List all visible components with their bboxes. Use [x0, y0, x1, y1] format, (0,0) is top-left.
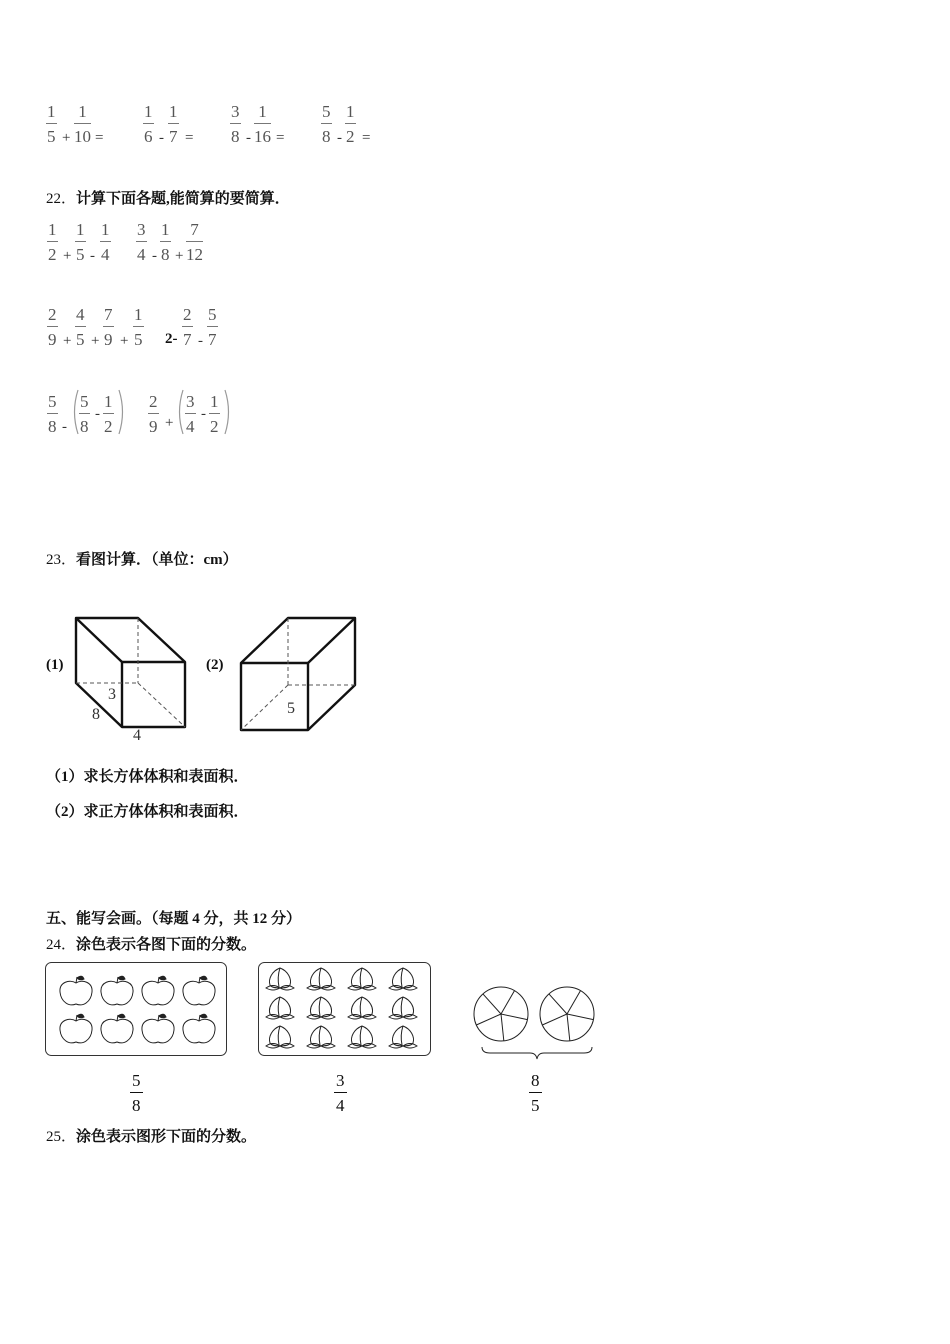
fraction	[230, 103, 241, 145]
fraction	[160, 221, 171, 263]
denominator: 8	[322, 127, 331, 146]
question-24-heading	[46, 933, 256, 954]
denominator: 9	[48, 330, 57, 349]
section-title: 五、能写会画。（每题 4 分，共 12 分）	[46, 911, 302, 927]
fraction	[186, 221, 203, 263]
apples-box	[45, 962, 228, 1057]
numerator: 5	[321, 103, 332, 124]
fraction	[182, 306, 193, 348]
question-23-heading	[46, 548, 238, 569]
question-text: 涂色表示图形下面的分数。	[76, 1129, 257, 1145]
peach-icon	[389, 968, 417, 990]
apple-icon	[60, 976, 92, 1005]
denominator: 4	[186, 417, 195, 436]
numerator: 1	[143, 103, 154, 124]
sub-question-1: （1）求长方体体积和表面积．	[46, 769, 249, 785]
denominator: 7	[183, 330, 192, 349]
apple-icon	[60, 1014, 92, 1043]
fraction	[47, 393, 58, 435]
peach-icon	[307, 968, 335, 990]
fraction	[185, 393, 196, 435]
fraction	[345, 103, 356, 145]
operator: -	[246, 130, 251, 146]
numerator: 3	[334, 1072, 347, 1093]
figure-2-label: (2)	[206, 657, 224, 673]
equals-sign: =	[362, 130, 371, 146]
denominator: 5	[531, 1096, 540, 1115]
denominator: 6	[144, 127, 153, 146]
cuboid-figure	[60, 610, 200, 745]
numerator: 5	[47, 393, 58, 414]
apple-icon	[183, 1014, 215, 1043]
denominator: 8	[231, 127, 240, 146]
peach-icon	[389, 1026, 417, 1048]
length-label: 4	[133, 727, 141, 744]
numerator: 5	[130, 1072, 143, 1093]
fraction	[100, 221, 111, 263]
denominator: 5	[134, 330, 143, 349]
numerator: 1	[345, 103, 356, 124]
fraction	[46, 103, 57, 145]
peach-icon	[266, 968, 294, 990]
denominator: 2	[104, 417, 113, 436]
fraction	[321, 103, 332, 145]
fraction	[103, 306, 114, 348]
numerator: 1	[46, 103, 57, 124]
question-number: 24．	[46, 937, 77, 953]
numerator: 7	[186, 221, 203, 242]
denominator: 5	[47, 127, 56, 146]
equals-sign: =	[276, 130, 285, 146]
denominator: 9	[149, 417, 158, 436]
denominator: 8	[48, 417, 57, 436]
denominator: 8	[161, 245, 170, 264]
equals-sign: =	[95, 130, 104, 146]
operator: -	[62, 419, 67, 435]
fraction	[79, 393, 90, 435]
figure-1-label: (1)	[46, 657, 64, 673]
denominator: 4	[137, 245, 146, 264]
fraction-8-5	[529, 1072, 542, 1114]
numerator: 4	[75, 306, 86, 327]
denominator: 8	[132, 1096, 141, 1115]
fraction	[75, 221, 86, 263]
fraction	[74, 103, 91, 145]
question-22-heading	[46, 187, 290, 208]
numerator: 2	[47, 306, 58, 327]
operator: +	[91, 333, 100, 349]
peach-icon	[348, 968, 376, 990]
operator: -	[152, 248, 157, 264]
left-parenthesis	[175, 388, 185, 436]
denominator: 2	[346, 127, 355, 146]
operator: -	[198, 333, 203, 349]
operator: -	[95, 406, 100, 422]
denominator: 10	[74, 127, 91, 146]
operator: +	[63, 333, 72, 349]
numerator: 1	[254, 103, 271, 124]
peach-icon	[266, 1026, 294, 1048]
apple-icon	[183, 976, 215, 1005]
fraction	[47, 306, 58, 348]
denominator: 7	[169, 127, 178, 146]
pie-circle	[474, 987, 528, 1041]
numerator: 2	[148, 393, 159, 414]
peach-icon	[307, 997, 335, 1019]
height-label: 3	[108, 686, 116, 703]
denominator: 2	[210, 417, 219, 436]
fraction	[133, 306, 144, 348]
right-parenthesis	[223, 388, 233, 436]
denominator: 5	[76, 245, 85, 264]
numerator: 7	[103, 306, 114, 327]
apple-icon	[101, 976, 133, 1005]
peaches-box	[258, 962, 432, 1057]
numerator: 1	[103, 393, 114, 414]
pie-circle	[540, 987, 594, 1041]
fraction	[207, 306, 218, 348]
fraction	[168, 103, 179, 145]
numerator: 1	[133, 306, 144, 327]
equals-sign: =	[185, 130, 194, 146]
numerator: 1	[168, 103, 179, 124]
question-text: 计算下面各题,能简算的要简算．	[76, 191, 290, 207]
denominator: 16	[254, 127, 271, 146]
denominator: 9	[104, 330, 113, 349]
operator: -	[201, 406, 206, 422]
numerator: 1	[100, 221, 111, 242]
numerator: 5	[79, 393, 90, 414]
operator: +	[165, 415, 174, 431]
question-text: 涂色表示各图下面的分数。	[76, 937, 257, 953]
numerator: 1	[160, 221, 171, 242]
numerator: 3	[230, 103, 241, 124]
brace	[482, 1047, 592, 1059]
edge-label: 5	[287, 700, 295, 717]
sub-question-2: （2）求正方体体积和表面积．	[46, 804, 249, 820]
question-25-heading	[46, 1125, 256, 1146]
numerator: 1	[74, 103, 91, 124]
fraction	[148, 393, 159, 435]
operator: -	[337, 130, 342, 146]
pie-circles	[470, 985, 600, 1060]
peach-icon	[307, 1026, 335, 1048]
right-parenthesis	[117, 388, 127, 436]
question-text: 看图计算．（单位：cm）	[76, 552, 238, 568]
width-label: 8	[92, 706, 100, 723]
denominator: 7	[208, 330, 217, 349]
peach-icon	[389, 997, 417, 1019]
peach-icon	[348, 1026, 376, 1048]
denominator: 4	[101, 245, 110, 264]
question-number: 22．	[46, 191, 77, 207]
fraction	[209, 393, 220, 435]
numerator: 5	[207, 306, 218, 327]
fraction	[103, 393, 114, 435]
numerator: 3	[185, 393, 196, 414]
operator: +	[175, 248, 184, 264]
numerator: 8	[529, 1072, 542, 1093]
fraction	[143, 103, 154, 145]
numerator: 1	[209, 393, 220, 414]
peach-icon	[348, 997, 376, 1019]
numerator: 3	[136, 221, 147, 242]
apple-icon	[142, 976, 174, 1005]
cube-figure	[230, 610, 370, 740]
operator: +	[63, 248, 72, 264]
fraction	[47, 221, 58, 263]
numerator: 2	[182, 306, 193, 327]
numerator: 1	[47, 221, 58, 242]
operator: +	[120, 333, 129, 349]
denominator: 8	[80, 417, 89, 436]
fraction	[254, 103, 271, 145]
denominator: 12	[186, 245, 203, 264]
numerator: 1	[75, 221, 86, 242]
denominator: 5	[76, 330, 85, 349]
operator: -	[159, 130, 164, 146]
peach-icon	[266, 997, 294, 1019]
operator: -	[90, 248, 95, 264]
fraction-3-4	[334, 1072, 347, 1114]
fraction	[136, 221, 147, 263]
fraction	[75, 306, 86, 348]
denominator: 4	[336, 1096, 345, 1115]
apple-icon	[142, 1014, 174, 1043]
question-number: 23．	[46, 552, 77, 568]
lead-term: 2-	[165, 331, 178, 347]
operator: +	[62, 130, 71, 146]
apple-icon	[101, 1014, 133, 1043]
fraction-5-8	[130, 1072, 143, 1114]
question-number: 25．	[46, 1129, 77, 1145]
denominator: 2	[48, 245, 57, 264]
